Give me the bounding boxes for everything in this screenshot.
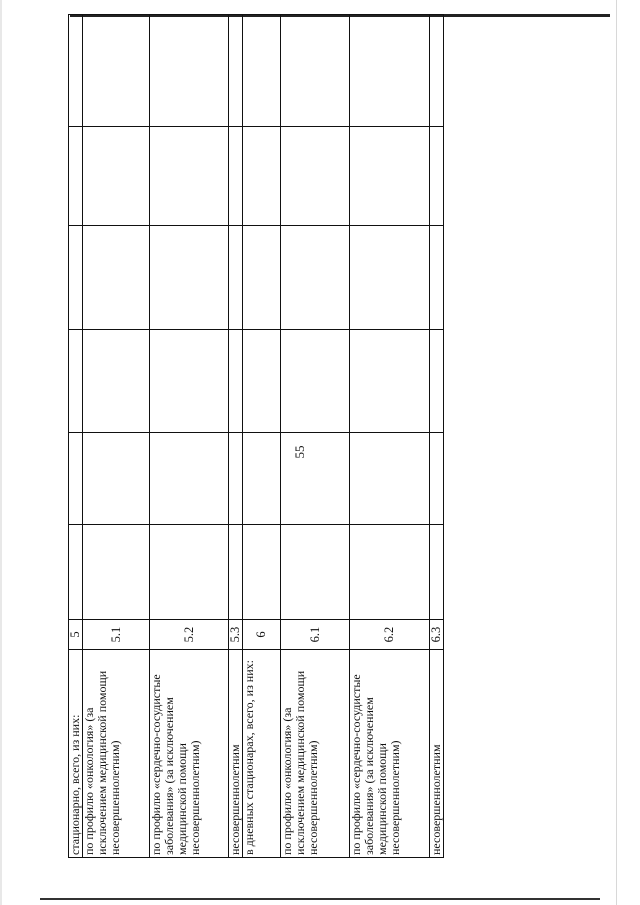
table-cell bbox=[243, 15, 281, 127]
row-label: по профилю «онкология» (за исключением медицинской помощи несовершеннолетним) bbox=[83, 650, 150, 858]
table-row bbox=[243, 15, 281, 858]
table-cell bbox=[350, 226, 430, 330]
table-cell bbox=[83, 15, 150, 127]
table-cell bbox=[430, 330, 444, 433]
row-code: 5.1 bbox=[83, 620, 150, 650]
table-cell bbox=[243, 330, 281, 433]
table-cell bbox=[83, 525, 150, 620]
table-cell bbox=[83, 127, 150, 226]
table-cell bbox=[281, 433, 350, 525]
table-cell bbox=[350, 330, 430, 433]
table-cell bbox=[150, 226, 229, 330]
table-cell bbox=[150, 15, 229, 127]
page-number: 55 bbox=[292, 445, 307, 459]
row-code: 5.2 bbox=[150, 620, 229, 650]
table-cell bbox=[243, 127, 281, 226]
row-code: 5 bbox=[69, 620, 83, 650]
table-cell bbox=[430, 525, 444, 620]
row-label: в дневных стационарах, всего, из них: bbox=[243, 650, 281, 858]
scan-edge-left bbox=[0, 0, 2, 905]
table-cell bbox=[229, 525, 243, 620]
statistics-table bbox=[68, 14, 444, 858]
table-cell bbox=[69, 433, 83, 525]
row-code: 6 bbox=[243, 620, 281, 650]
table-cell bbox=[350, 433, 430, 525]
table-cell bbox=[350, 15, 430, 127]
table-cell bbox=[83, 330, 150, 433]
table-cell bbox=[229, 330, 243, 433]
table-cell bbox=[83, 226, 150, 330]
table-cell bbox=[243, 226, 281, 330]
row-label: по профилю «онкология» (за исключением медицинской помощи несовершеннолетним) bbox=[281, 650, 350, 858]
table-cell bbox=[229, 433, 243, 525]
table-cell bbox=[281, 226, 350, 330]
table-cell bbox=[69, 226, 83, 330]
table-cell bbox=[229, 15, 243, 127]
row-code: 5.3 bbox=[229, 620, 243, 650]
rotated-table-container bbox=[68, 15, 441, 858]
table-cell bbox=[69, 330, 83, 433]
row-label: стационарно, всего, из них: bbox=[69, 650, 83, 858]
table-cell bbox=[350, 127, 430, 226]
table-cell bbox=[430, 433, 444, 525]
table-cell bbox=[229, 127, 243, 226]
row-label: по профилю «сердечно-сосудистые заболевания» (за исключением медицинской помощи несовершеннолетним) bbox=[350, 650, 430, 858]
table-cell bbox=[430, 127, 444, 226]
table-row bbox=[229, 15, 243, 858]
table-cell bbox=[69, 127, 83, 226]
table-cell bbox=[281, 330, 350, 433]
table-cell bbox=[281, 15, 350, 127]
table-cell bbox=[150, 433, 229, 525]
scan-edge-right bbox=[616, 0, 617, 905]
scan-edge-bottom bbox=[40, 898, 600, 900]
table-cell bbox=[243, 525, 281, 620]
table-cell bbox=[243, 433, 281, 525]
row-label: по профилю «сердечно-сосудистые заболевания» (за исключением медицинской помощи несовершеннолетним) bbox=[150, 650, 229, 858]
row-code: 6.1 bbox=[281, 620, 350, 650]
table-cell bbox=[69, 15, 83, 127]
table-cell bbox=[83, 433, 150, 525]
table-row bbox=[150, 15, 229, 858]
table-row bbox=[69, 15, 83, 858]
table-cell bbox=[150, 127, 229, 226]
table-cell bbox=[69, 525, 83, 620]
table-row bbox=[430, 15, 444, 858]
table-row bbox=[83, 15, 150, 858]
row-label: несовершеннолетним bbox=[229, 650, 243, 858]
table-cell bbox=[430, 226, 444, 330]
table-row bbox=[350, 15, 430, 858]
table-cell bbox=[350, 525, 430, 620]
table-cell bbox=[281, 127, 350, 226]
table-cell bbox=[150, 330, 229, 433]
row-label: несовершеннолетним bbox=[430, 650, 444, 858]
table-cell bbox=[281, 525, 350, 620]
row-code: 6.3 bbox=[430, 620, 444, 650]
table-cell bbox=[150, 525, 229, 620]
table-cell bbox=[430, 15, 444, 127]
table-cell bbox=[229, 226, 243, 330]
table-row bbox=[281, 15, 350, 858]
row-code: 6.2 bbox=[350, 620, 430, 650]
